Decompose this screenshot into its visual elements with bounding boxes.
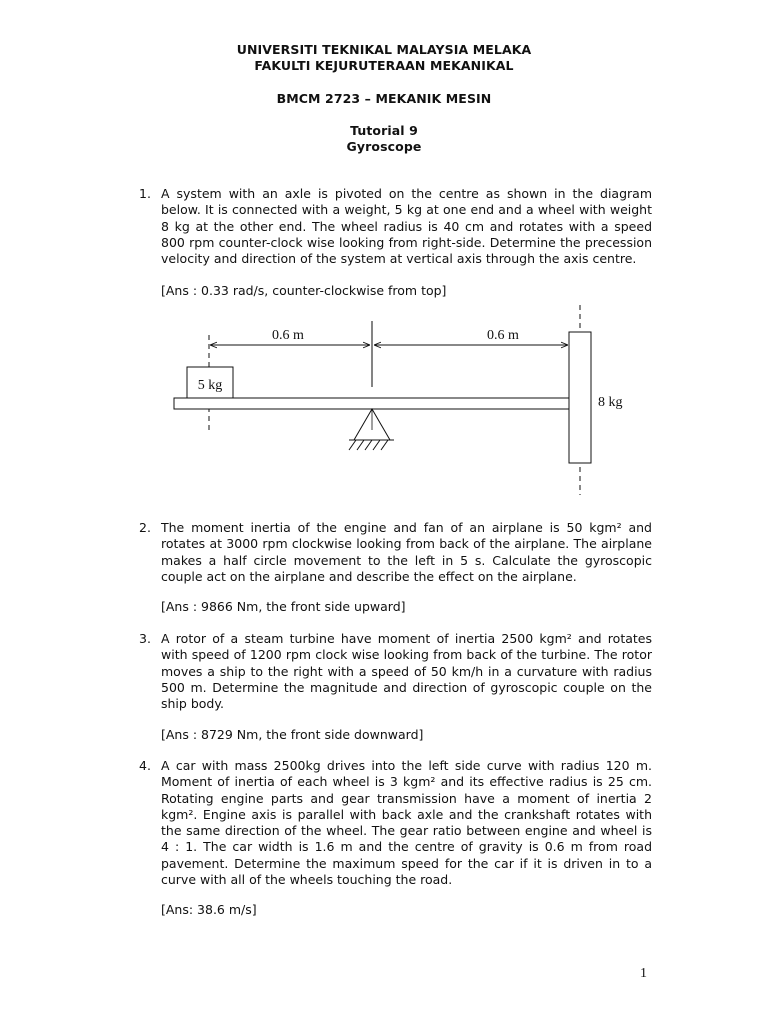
topic-title: Gyroscope	[346, 139, 422, 154]
university-title: UNIVERSITI TEKNIKAL MALAYSIA MELAKA	[236, 42, 532, 57]
right-dimension-label: 0.6 m	[487, 328, 519, 343]
question-3-number: 3.	[139, 631, 151, 646]
wheel-disc	[569, 332, 591, 463]
question-2-text: The moment inertia of the engine and fan of an airplane is 50 kgm² and rotates at 3000 rpm clockwise looking from back of the airplane. The airplane makes a half circle movement to the left in 5 s. Calculate the gyroscopic couple act on the airplane and describe the effect on the airplane.	[161, 520, 652, 584]
question-4-answer: [Ans: 38.6 m/s]	[161, 902, 257, 917]
course-title: BMCM 2723 – MEKANIK MESIN	[276, 91, 492, 106]
question-1-answer: [Ans : 0.33 rad/s, counter-clockwise from top]	[161, 283, 447, 298]
tutorial-title: Tutorial 9	[350, 123, 418, 138]
right-mass-label: 8 kg	[598, 395, 623, 410]
question-2-answer: [Ans : 9866 Nm, the front side upward]	[161, 599, 406, 614]
question-3-text: A rotor of a steam turbine have moment of inertia 2500 kgm² and rotates with speed of 1200 rpm clock wise looking from back of the turbine. The rotor moves a ship to the right with a speed of 50 km/h in a curvature with radius 500 m. Determine the magnitude and direction of gyroscopic couple on the ship body.	[161, 631, 652, 712]
question-1-text: A system with an axle is pivoted on the centre as shown in the diagram below. It is connected with a weight, 5 kg at one end and a wheel with weight 8 kg at the other end. The wheel radius is 40 cm and rotates with a speed 800 rpm counter-clock wise looking from right-side. Determine the precession velocity and direction of the system at vertical axis through the axis centre.	[161, 186, 652, 267]
question-3-answer: [Ans : 8729 Nm, the front side downward]	[161, 727, 424, 742]
question-4-number: 4.	[139, 758, 151, 773]
question-4-text: A car with mass 2500kg drives into the left side curve with radius 120 m. Moment of inertia of each wheel is 3 kgm² and its effective radius is 25 cm. Rotating engine parts and gear transmission have a moment of inertia 2 kgm². Engine axis is parallel with back axle and the crankshaft rotates with the same direction of the wheel. The gear ratio between engine and wheel is 4 : 1. The car width is 1.6 m and the centre of gravity is 0.6 m from road pavement. Determine the maximum speed for the car if it is driven in to a curve with all of the wheels touching the road.	[161, 758, 652, 888]
page-number: 1	[640, 966, 647, 981]
left-dimension-label: 0.6 m	[272, 328, 304, 343]
left-mass-label: 5 kg	[197, 378, 223, 393]
axle-bar	[174, 398, 569, 409]
question-1-number: 1.	[139, 186, 151, 201]
question-2-number: 2.	[139, 520, 151, 535]
ground-hatch	[349, 440, 394, 450]
pivot-axle-diagram	[0, 305, 768, 505]
faculty-title: FAKULTI KEJURUTERAAN MEKANIKAL	[254, 58, 514, 73]
